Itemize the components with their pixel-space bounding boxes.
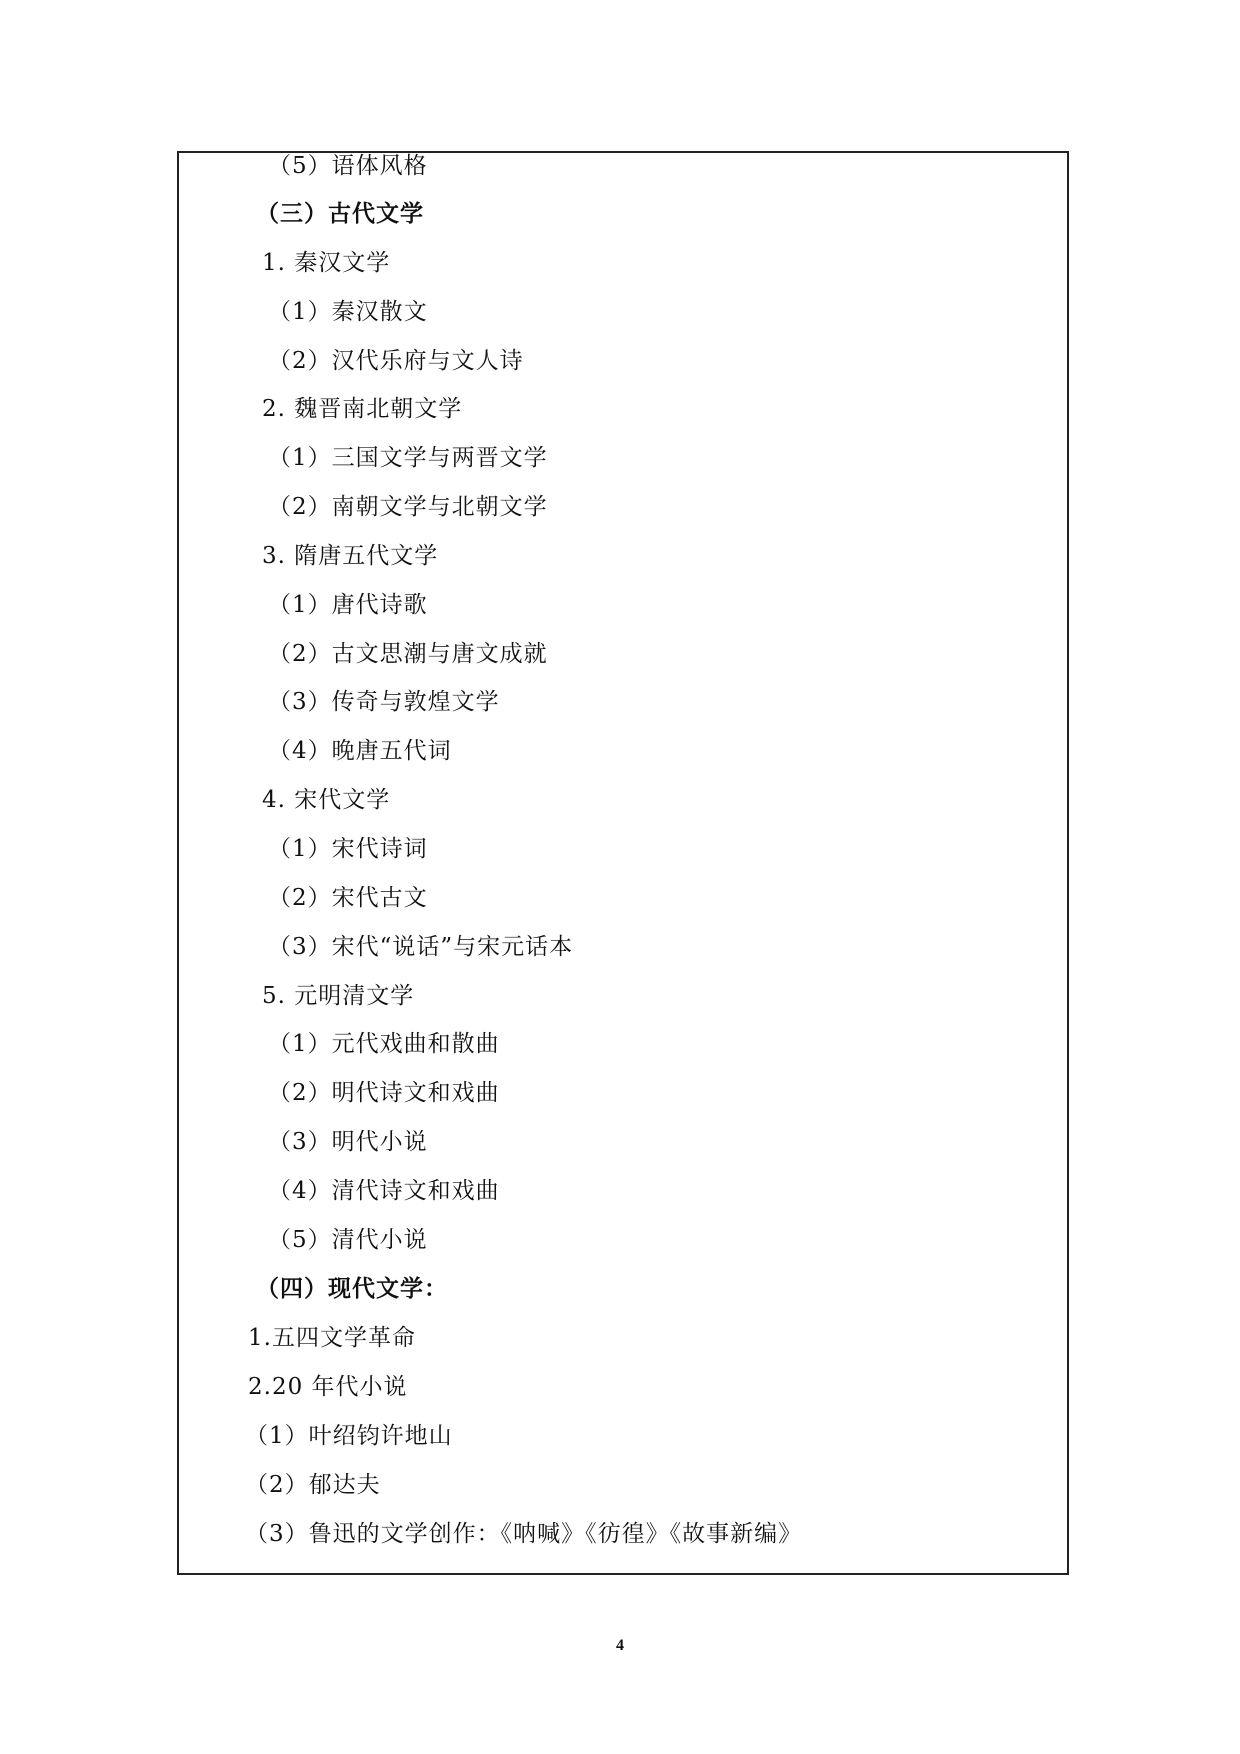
outline-item: （2）古文思潮与唐文成就 — [268, 641, 548, 667]
outline-item: （4）晚唐五代词 — [268, 738, 452, 764]
outline-item: 5. 元明清文学 — [262, 983, 415, 1009]
outline-item: （5）语体风格 — [268, 153, 428, 179]
outline-item: （3）宋代“说话”与宋元话本 — [268, 934, 574, 960]
outline-item: （1）秦汉散文 — [268, 299, 428, 325]
outline-item: 3. 隋唐五代文学 — [262, 543, 439, 569]
section-heading: （三）古代文学 — [256, 200, 424, 227]
outline-item: （1）宋代诗词 — [268, 836, 428, 862]
outline-item: （3）传奇与敦煌文学 — [268, 689, 500, 715]
outline-item: 4. 宋代文学 — [262, 787, 391, 813]
outline-item: （1）叶绍钧许地山 — [245, 1423, 453, 1449]
outline-item: （2）汉代乐府与文人诗 — [268, 348, 524, 374]
outline-item: 1.五四文学革命 — [248, 1325, 416, 1351]
outline-item: （1）元代戏曲和散曲 — [268, 1031, 500, 1057]
outline-item: （1）三国文学与两晋文学 — [268, 445, 548, 471]
outline-item: 2.20 年代小说 — [248, 1374, 408, 1400]
outline-item: （2）明代诗文和戏曲 — [268, 1080, 500, 1106]
outline-item: 2. 魏晋南北朝文学 — [262, 396, 463, 422]
outline-item: （3）鲁迅的文学创作：《呐喊》《彷徨》《故事新编》 — [245, 1521, 803, 1547]
outline-item: （5）清代小说 — [268, 1227, 428, 1253]
outline-item: （4）清代诗文和戏曲 — [268, 1178, 500, 1204]
outline-item: （1）唐代诗歌 — [268, 592, 428, 618]
outline-item: 1. 秦汉文学 — [262, 250, 391, 276]
page-number: 4 — [616, 1637, 624, 1654]
outline-item: （3）明代小说 — [268, 1129, 428, 1155]
section-heading: （四）现代文学： — [256, 1275, 448, 1302]
outline-item: （2）郁达夫 — [245, 1472, 381, 1498]
outline-item: （2）南朝文学与北朝文学 — [268, 494, 548, 520]
outline-item: （2）宋代古文 — [268, 885, 428, 911]
